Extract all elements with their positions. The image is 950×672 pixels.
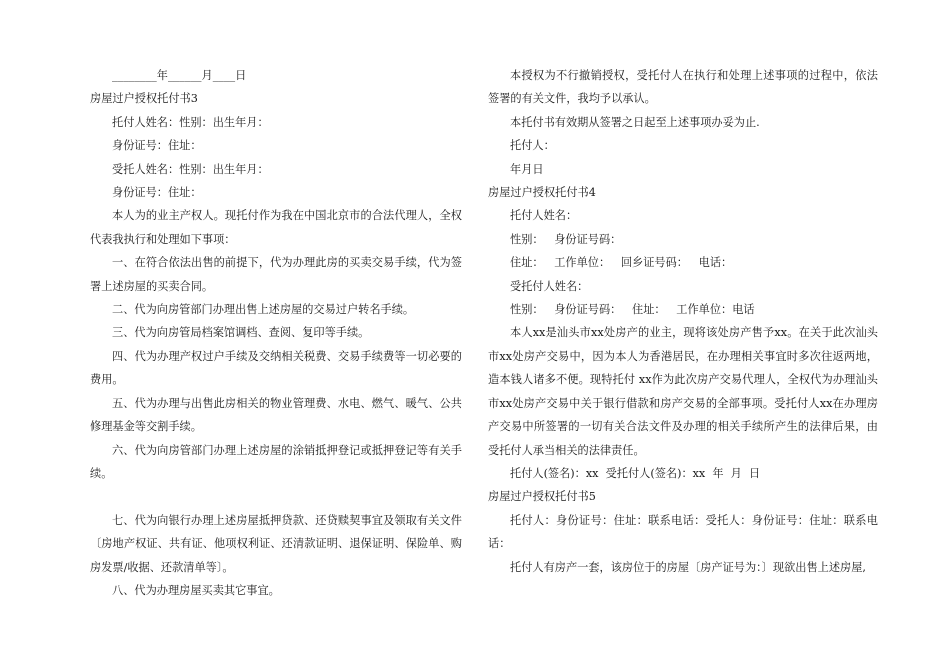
paragraph: 性别： 身份证号码： 住址： 工作单位：电话	[510, 303, 755, 317]
paragraph: 三、代为向房管局档案馆调档、查阅、复印等手续。	[112, 326, 370, 340]
paragraph: 八、代为办理房屋买卖其它事宜。	[112, 583, 280, 597]
right-column	[488, 64, 878, 579]
paragraph: 托付人姓名：	[510, 209, 578, 223]
paragraph: 四、代为办理产权过户手续及交纳相关税费、交易手续费等一切必要的费用。	[90, 349, 462, 387]
paragraph: 托付人：身份证号：住址：联系电话：受托人：身份证号：住址：联系电话：	[488, 513, 878, 551]
paragraph: 年月日	[510, 162, 544, 176]
left-column	[90, 64, 462, 602]
paragraph: 身份证号：住址：	[112, 186, 202, 200]
paragraph: 身份证号：住址：	[112, 139, 202, 153]
paragraph: 受托人姓名：性别：出生年月：	[112, 162, 269, 176]
paragraph: 房屋过户授权托付书4	[488, 186, 596, 200]
paragraph: 房屋过户授权托付书5	[488, 490, 596, 504]
paragraph: 一、在符合依法出售的前提下，代为办理此房的买卖交易手续，代为签署上述房屋的买卖合同。	[90, 256, 462, 293]
paragraph: 托付人(签名)：xx 受托付人(签名)：xx 年 月 日	[510, 466, 761, 480]
paragraph: 受托付人姓名：	[510, 279, 589, 293]
paragraph: 本托付书有效期从签署之日起至上述事项办妥为止.	[510, 115, 760, 129]
paragraph: 住址： 工作单位： 回乡证号码： 电话：	[510, 256, 733, 270]
paragraph: 二、代为向房管部门办理出售上述房屋的交易过户转名手续。	[112, 303, 415, 317]
paragraph: 本人为的业主产权人。现托付作为我在中国北京市的合法代理人，全权代表我执行和处理如下事项：	[90, 209, 462, 246]
paragraph: 本授权为不行撤销授权，受托付人在执行和处理上述事项的过程中，依法签署的有关文件，我均予以承认。	[488, 69, 878, 106]
paragraph: 托付人姓名：性别：出生年月：	[112, 115, 269, 129]
paragraph: 七、代为向银行办理上述房屋抵押贷款、还贷赎契事宜及领取有关文件〔房地产权证、共有证、他项权利证、还清款证明、退保证明、保险单、购房发票/收据、还款清单等〕。	[90, 513, 462, 574]
blank-line	[90, 485, 462, 508]
paragraph: 本人xx是汕头市xx处房产的业主，现将该处房产售予xx。在关于此次汕头市xx处房产交易中，因为本人为香港居民，在办理相关事宜时多次往返两地，造本钱人诸多不便。现特托付 xx作为此次房产交易代理人，全权代为办理汕头市xx处房产交易中关于银行借款和房产交易的全部事项。受托付人xx在办理房产交易中所签署的一切有关合法文件及办理的相关手续所产生的法律后果，由受托付人承当相关的法律责任。	[488, 326, 878, 457]
paragraph: 性别： 身份证号码：	[510, 232, 622, 246]
paragraph: 房屋过户授权托付书3	[90, 92, 198, 106]
paragraph: ________年______月____日	[112, 69, 247, 82]
paragraph: 六、代为向房管部门办理上述房屋的涂销抵押登记或抵押登记等有关手续。	[90, 443, 462, 480]
paragraph: 五、代为办理与出售此房相关的物业管理费、水电、燃气、暖气、公共修理基金等交割手续。	[90, 396, 462, 434]
paragraph: 托付人有房产一套，该房位于的房屋〔房产证号为：〕现欲出售上述房屋,	[510, 560, 866, 574]
paragraph: 托付人：	[510, 139, 555, 153]
